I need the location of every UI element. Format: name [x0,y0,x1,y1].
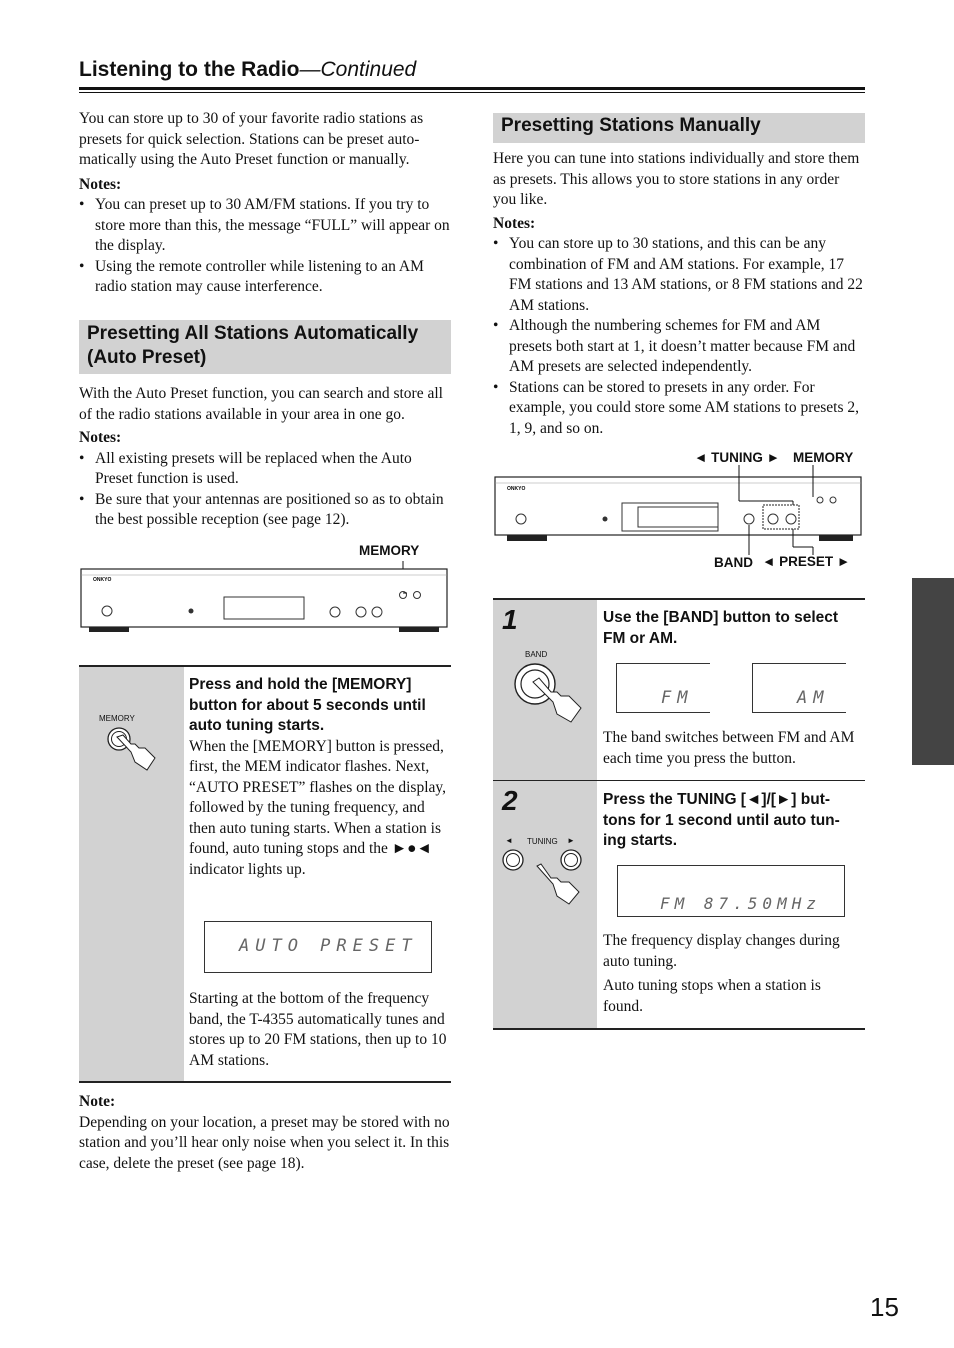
left-intro: You can store up to 30 of your favorite radio stations as presets for quick selection. Stations can be preset auto-matically using the Auto Preset function or manually. [79,110,424,168]
auto-preset-lcd-display [204,921,432,973]
header-rule [79,87,865,90]
auto-preset-title-line1: Presetting All Stations Automatically [87,323,419,344]
auto-note: • Be sure that your antennas are positioned so as to obtain the best possible reception (see page 12). [79,490,451,531]
step-number: 1 [502,604,518,635]
header-continued: —Continued [299,58,417,81]
band-callout-label: BAND [714,555,753,570]
auto-intro-block [79,384,451,531]
step2-body2: Auto tuning stops when a station is found. [603,977,821,1015]
frequency-lcd-text: FM 87.50MHz [660,894,821,913]
band-button-press-icon [511,660,583,724]
auto-note: • All existing presets will be replaced when the Auto Preset function is used. [79,449,451,490]
header-title: Listening to the Radio [79,58,300,81]
manual-note: • You can store up to 30 stations, and this can be any combination of FM and AM stations. For example, 17 FM stations and 13 AM stations, or 8 FM stations and 22 AM stations. [493,234,865,316]
left-notes-list [79,195,451,298]
fm-lcd-display [616,663,710,713]
tuner-front-panel-illustration [79,555,451,635]
auto-notes-heading: Notes: [79,429,122,446]
manual-note: • Stations can be stored to presets in any order. For example, you could store some AM stations to presets 2, 1, 9, and so on. [493,378,865,440]
band-button-label: BAND [525,650,548,659]
frequency-lcd-display [617,865,845,917]
left-intro-block [79,109,451,298]
am-lcd-text: AM [797,688,830,708]
tuner-front-panel-illustration-right [493,465,865,555]
step1-content [603,608,861,649]
preset-callout-label: ◄ PRESET ► [762,554,851,569]
step-heading: Press and hold the [MEMORY] button for about 5 seconds until auto tuning starts. [189,676,426,734]
tuning-button-label: TUNING [527,837,558,846]
tuning-callout-label: ◄ TUNING ► [694,450,780,465]
header-rule-thin [79,92,865,93]
step-number: 2 [502,785,518,816]
manual-steps [493,598,865,1030]
svg-text:ONKYO: ONKYO [93,577,112,583]
page-header [79,58,416,82]
step1-body: The band switches between FM and AM each time you press the button. [603,729,855,767]
memory-button-press-icon [101,722,161,777]
manual-intro-block [493,149,865,439]
step2-body-block [603,931,861,1017]
memory-button-label: MEMORY [99,714,135,723]
memory-callout-label: MEMORY [359,543,420,558]
step1-heading: Use the [BAND] button to select FM or AM. [603,609,839,647]
auto-preset-step [79,665,451,1083]
tuning-buttons-press-icon [499,846,589,908]
step2-body: The frequency display changes during auto tuning. [603,932,840,970]
tuning-arrow-left-icon: ◄ [505,836,513,845]
left-notes-heading: Notes: [79,175,122,193]
step2-content [603,790,861,852]
lcd-text: AUTO PRESET [239,936,418,956]
memory-callout-label-right: MEMORY [793,450,854,465]
auto-preset-section-title [79,320,451,374]
manual-note: • Although the numbering schemes for FM and AM presets both start at 1, it doesn’t matter because FM and AM presets are selected independently. [493,316,865,378]
step-content [189,675,447,880]
svg-text:ONKYO: ONKYO [507,486,526,492]
manual-section-title: Presetting Stations Manually [493,113,865,143]
left-note-block [79,1092,451,1174]
manual-notes-list [493,234,865,439]
step-divider [493,780,865,781]
fm-lcd-text: FM [661,688,694,708]
auto-notes-list [79,449,451,531]
manual-notes-heading: Notes: [493,214,536,232]
auto-intro: With the Auto Preset function, you can search and store all of the radio stations available in your area in one go. [79,385,443,423]
step-body2: Starting at the bottom of the frequency band, the T-4355 automatically tunes and stores up to 20 FM stations, then up to 10 AM stations. [189,990,447,1069]
am-lcd-display [752,663,846,713]
left-note: • You can preset up to 30 AM/FM stations. If you try to store more than this, the message “FULL” will appear on the display. [79,195,451,257]
chapter-tab [912,578,954,765]
tuning-arrow-right-icon: ► [567,836,575,845]
page-number: 15 [870,1292,899,1322]
step-body: When the [MEMORY] button is pressed, first, the MEM indicator flashes. Next, “AUTO PRESET” flashes on the display, followed by the tuning frequency, and then auto tuning starts. When a station is found, auto tuning stops and the ►●◄ indicator lights up. [189,737,447,878]
auto-preset-title-line2: (Auto Preset) [87,347,207,368]
manual-intro: Here you can tune into stations individually and store them as presets. This allows you to store stations in any order you like. [493,150,860,208]
note-text: Depending on your location, a preset may be stored with no station and you’ll hear only noise when you select it. In this case, delete the preset (see page 18). [79,1113,450,1172]
step2-heading: Press the TUNING [◄]/[►] but-tons for 1 second until auto tun-ing starts. [603,791,840,849]
note-heading: Note: [79,1093,116,1110]
step-illustration-panel [79,667,184,1081]
left-note: • Using the remote controller while listening to an AM radio station may cause interference. [79,257,451,298]
